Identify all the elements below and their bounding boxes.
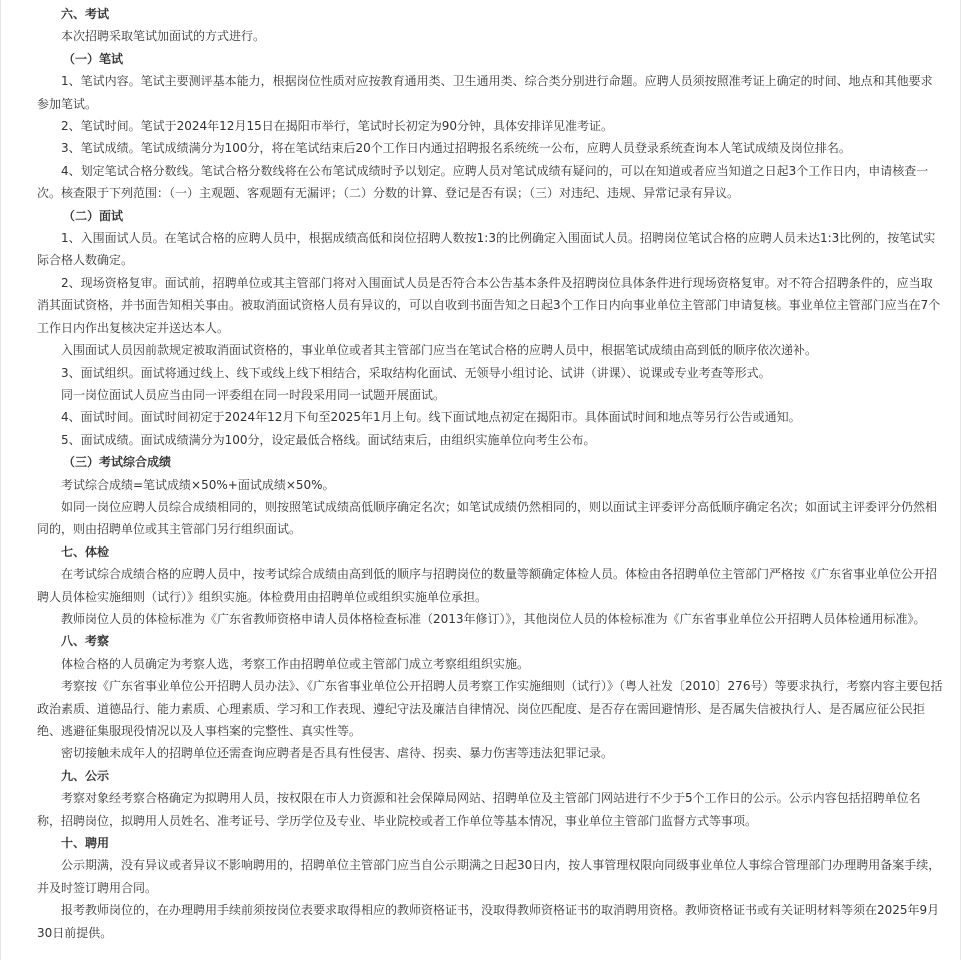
document-content	[1, 0, 960, 944]
subheading-interview: （二）面试	[63, 208, 124, 223]
paragraph: 同一岗位面试人员应当由同一评委组在同一时段采用同一试题开展面试。	[61, 387, 446, 402]
paragraph: 如同一岗位应聘人员综合成绩相同的，则按照笔试成绩高低顺序确定名次；如笔试成绩仍然相同的，则以面试主评委评分高低顺序确定名次；如面试主评委评分仍然相同的，则由招聘单位或其主管部门另行组织面试。	[37, 499, 938, 537]
paragraph: 入围面试人员因前款规定被取消面试资格的，事业单位或者其主管部门应当在笔试合格的应聘人员中，根据笔试成绩由高到低的顺序依次递补。	[61, 343, 818, 358]
paragraph: 2、笔试时间。笔试于2024年12月15日在揭阳市举行，笔试时长初定为90分钟，具体安排详见准考证。	[61, 119, 613, 134]
paragraph: 考察按《广东省事业单位公开招聘人员办法》、《广东省事业单位公开招聘人员考察工作实施细则（试行）》（粤人社发〔2010〕276号）等要求执行，考察内容主要包括政治素质、道德品行、能力素质、心理素质、学习和工作表现、遵纪守法及廉洁自律情况、岗位匹配度、是否存在需回避情形、是否属失信被执行人、是否属应征公民拒绝、逃避征集服现役情况以及人事档案的完整性、真实性等。	[37, 679, 943, 738]
paragraph: 1、入围面试人员。在笔试合格的应聘人员中，根据成绩高低和岗位招聘人数按1:3的比例确定入围面试人员。招聘岗位笔试合格的应聘人员未达1:3比例的，按笔试实际合格人数确定。	[37, 231, 936, 268]
paragraph: 1、笔试内容。笔试主要测评基本能力，根据岗位性质对应按教育通用类、卫生通用类、综合类分别进行命题。应聘人员须按照准考证上确定的时间、地点和其他要求参加笔试。	[37, 74, 933, 111]
paragraph: 本次招聘采取笔试加面试的方式进行。	[61, 29, 266, 44]
paragraph: 4、面试时间。面试时间初定于2024年12月下旬至2025年1月上旬。线下面试地点初定在揭阳市。具体面试时间和地点等另行公告或通知。	[61, 410, 801, 425]
paragraph: 密切接触未成年人的招聘单位还需查询应聘者是否具有性侵害、虐待、拐卖、暴力伤害等违法犯罪记录。	[61, 746, 614, 761]
section-heading-employment: 十、聘用	[61, 836, 110, 851]
paragraph: 体检合格的人员确定为考察人选，考察工作由招聘单位或主管部门成立考察组组织实施。	[61, 656, 530, 671]
paragraph: 5、面试成绩。面试成绩满分为100分，设定最低合格线。面试结束后，由组织实施单位向考生公布。	[61, 432, 596, 447]
paragraph: 报考教师岗位的，在办理聘用手续前须按岗位表要求取得相应的教师资格证书，没取得教师资格证书的取消聘用资格。教师资格证书或有关证明材料等须在2025年9月30日前提供。	[37, 903, 940, 940]
subheading-written-exam: （一）笔试	[63, 51, 124, 66]
section-heading-medical-exam: 七、体检	[61, 544, 110, 559]
paragraph: 考试综合成绩=笔试成绩×50%+面试成绩×50%。	[61, 477, 335, 492]
subheading-combined-score: （三）考试综合成绩	[63, 455, 172, 470]
paragraph: 教师岗位人员的体检标准为《广东省教师资格申请人员体格检查标准（2013年修订）》，其他岗位人员的体检标准为《广东省事业单位公开招聘人员体检通用标准》。	[61, 611, 926, 626]
paragraph: 2、现场资格复审。面试前，招聘单位或其主管部门将对入围面试人员是否符合本公告基本条件及招聘岗位具体条件进行现场资格复审。对不符合招聘条件的，应当取消其面试资格，并书面告知相关事由。被取消面试资格人员有异议的，可以自收到书面告知之日起3个工作日内向事业单位主管部门申请复核。事业单位主管部门应当在7个工作日内作出复核决定并送达本人。	[37, 275, 941, 335]
paragraph: 在考试综合成绩合格的应聘人员中，按考试综合成绩由高到低的顺序与招聘岗位的数量等额确定体检人员。体检由各招聘单位主管部门严格按《广东省事业单位公开招聘人员体检实施细则（试行）》组织实施。体检费用由招聘单位或组织实施单位承担。	[37, 567, 938, 604]
section-heading-exam: 六、考试	[61, 7, 110, 21]
paragraph: 公示期满，没有异议或者异议不影响聘用的，招聘单位主管部门应当自公示期满之日起30日内，按人事管理权限向同级事业单位人事综合管理部门办理聘用备案手续，并及时签订聘用合同。	[37, 858, 941, 895]
paragraph: 3、笔试成绩。笔试成绩满分为100分，将在笔试结束后20个工作日内通过招聘报名系统统一公布，应聘人员登录系统查询本人笔试成绩及岗位排名。	[61, 141, 851, 156]
section-heading-inspection: 八、考察	[61, 634, 110, 649]
section-heading-publicity: 九、公示	[61, 768, 110, 783]
paragraph: 4、划定笔试合格分数线。笔试合格分数线将在公布笔试成绩时予以划定。应聘人员对笔试成绩有疑问的，可以在知道或者应当知道之日起3个工作日内，申请核查一次。核查限于下列范围：（一）主观题、客观题有无漏评；（二）分数的计算、登记是否有误；（三）对违纪、违规、异常记录有异议。	[37, 163, 929, 201]
paragraph: 3、面试组织。面试将通过线上、线下或线上线下相结合，采取结构化面试、无领导小组讨论、试讲（讲课）、说课或专业考查等形式。	[61, 365, 771, 380]
paragraph: 考察对象经考察合格确定为拟聘用人员，按权限在市人力资源和社会保障局网站、招聘单位及主管部门网站进行不少于5个工作日的公示。公示内容包括招聘单位名称，招聘岗位，拟聘用人员姓名、准考证号、学历学位及专业、毕业院校或者工作单位等基本情况，事业单位主管部门监督方式等事项。	[37, 791, 921, 828]
